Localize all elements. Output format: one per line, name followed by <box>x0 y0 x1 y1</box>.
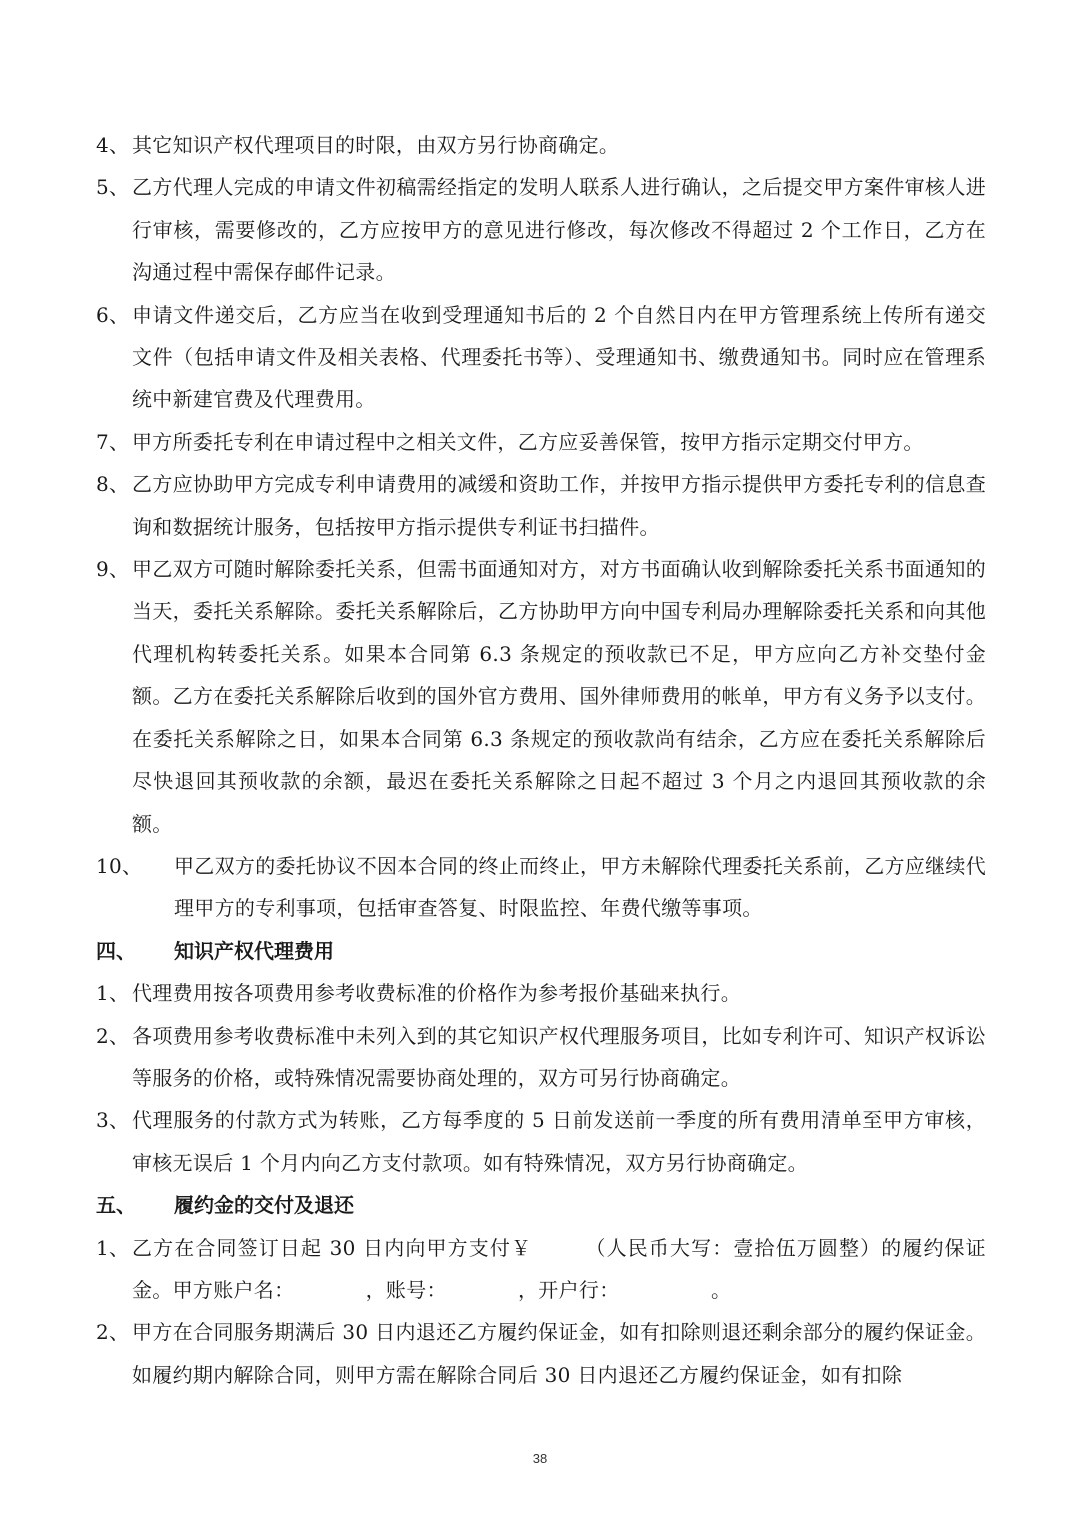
clause-item <box>96 845 986 930</box>
section-heading <box>96 930 986 972</box>
clause-number: 6、 <box>96 302 130 327</box>
clause-text: 代理费用按各项费用参考收费标准的价格作为参考报价基础来执行。 <box>132 981 741 1006</box>
clause-number: 7、 <box>96 429 130 454</box>
clause-item <box>96 1099 986 1184</box>
clause-item <box>96 124 986 166</box>
clause-number: 5、 <box>96 175 130 200</box>
clause-item <box>96 1015 986 1100</box>
section-number: 五、 <box>96 1193 136 1218</box>
clause-text: 甲方在合同服务期满后 30 日内退还乙方履约保证金，如有扣除则退还剩余部分的履约保证金。如履约期内解除合同，则甲方需在解除合同后 30 日内退还乙方履约保证金，如有扣除 <box>132 1320 986 1387</box>
clause-text: 甲乙双方可随时解除委托关系，但需书面通知对方，对方书面确认收到解除委托关系书面通知的当天，委托关系解除。委托关系解除后，乙方协助甲方向中国专利局办理解除委托关系和向其他代理机构转委托关系。如果本合同第 6.3 条规定的预收款已不足，甲方应向乙方补交垫付金额。乙方在委托关系解除后收到的国外官方费用、国外律师费用的帐单，甲方有义务予以支付。在委托关系解除之日，如果本合同第 6.3 条规定的预收款尚有结余，乙方应在委托关系解除后尽快退回其预收款的余额，最迟在委托关系解除之日起不超过 3 个月之内退回其预收款的余额。 <box>132 557 986 836</box>
section-title: 知识产权代理费用 <box>174 938 334 963</box>
clause-number: 2、 <box>96 1023 130 1048</box>
clause-number: 8、 <box>96 472 130 497</box>
clause-text: 甲乙双方的委托协议不因本合同的终止而终止，甲方未解除代理委托关系前，乙方应继续代理甲方的专利事项，包括审查答复、时限监控、年费代缴等事项。 <box>174 853 986 921</box>
clause-text: 其它知识产权代理项目的时限，由双方另行协商确定。 <box>132 133 620 157</box>
clause-item <box>96 294 986 421</box>
clause-text: 各项费用参考收费标准中未列入到的其它知识产权代理服务项目，比如专利许可、知识产权诉讼等服务的价格，或特殊情况需要协商处理的，双方可另行协商确定。 <box>132 1023 986 1090</box>
clause-item <box>96 972 986 1014</box>
clause-text: 乙方在合同签订日起 30 日内向甲方支付￥ （人民币大写：壹拾伍万圆整）的履约保证金。甲方账户名： ，账号： ，开户行： 。 <box>132 1235 986 1302</box>
clause-item <box>96 421 986 463</box>
section-heading <box>96 1184 986 1226</box>
clause-number: 1、 <box>96 1235 130 1260</box>
page-number: 38 <box>532 1451 548 1466</box>
clause-number: 2、 <box>96 1320 130 1345</box>
clause-item <box>96 1311 986 1396</box>
section-title: 履约金的交付及退还 <box>174 1193 354 1218</box>
clause-text: 甲方所委托专利在申请过程中之相关文件，乙方应妥善保管，按甲方指示定期交付甲方。 <box>132 429 924 454</box>
section-number: 四、 <box>96 938 136 963</box>
clause-text: 代理服务的付款方式为转账，乙方每季度的 5 日前发送前一季度的所有费用清单至甲方审核，审核无误后 1 个月内向乙方支付款项。如有特殊情况，双方另行协商确定。 <box>132 1108 986 1175</box>
clause-item <box>96 166 986 293</box>
clause-number: 3、 <box>96 1108 130 1133</box>
clause-item <box>96 463 986 548</box>
clause-number: 1、 <box>96 981 130 1006</box>
clause-text: 申请文件递交后，乙方应当在收到受理通知书后的 2 个自然日内在甲方管理系统上传所有递交文件（包括申请文件及相关表格、代理委托书等）、受理通知书、缴费通知书。同时应在管理系统中新建官费及代理费用。 <box>132 302 986 412</box>
clause-text: 乙方代理人完成的申请文件初稿需经指定的发明人联系人进行确认，之后提交甲方案件审核人进行审核，需要修改的，乙方应按甲方的意见进行修改，每次修改不得超过 2 个工作日，乙方在沟通过程中需保存邮件记录。 <box>132 175 986 285</box>
clause-number: 9、 <box>96 557 130 582</box>
clause-text: 乙方应协助甲方完成专利申请费用的减缓和资助工作，并按甲方指示提供甲方委托专利的信息查询和数据统计服务，包括按甲方指示提供专利证书扫描件。 <box>132 472 986 539</box>
contract-body <box>96 124 986 1396</box>
clause-item <box>96 1227 986 1312</box>
clause-number: 4、 <box>96 133 130 157</box>
clause-item <box>96 548 986 845</box>
clause-number: 10、 <box>96 853 143 878</box>
